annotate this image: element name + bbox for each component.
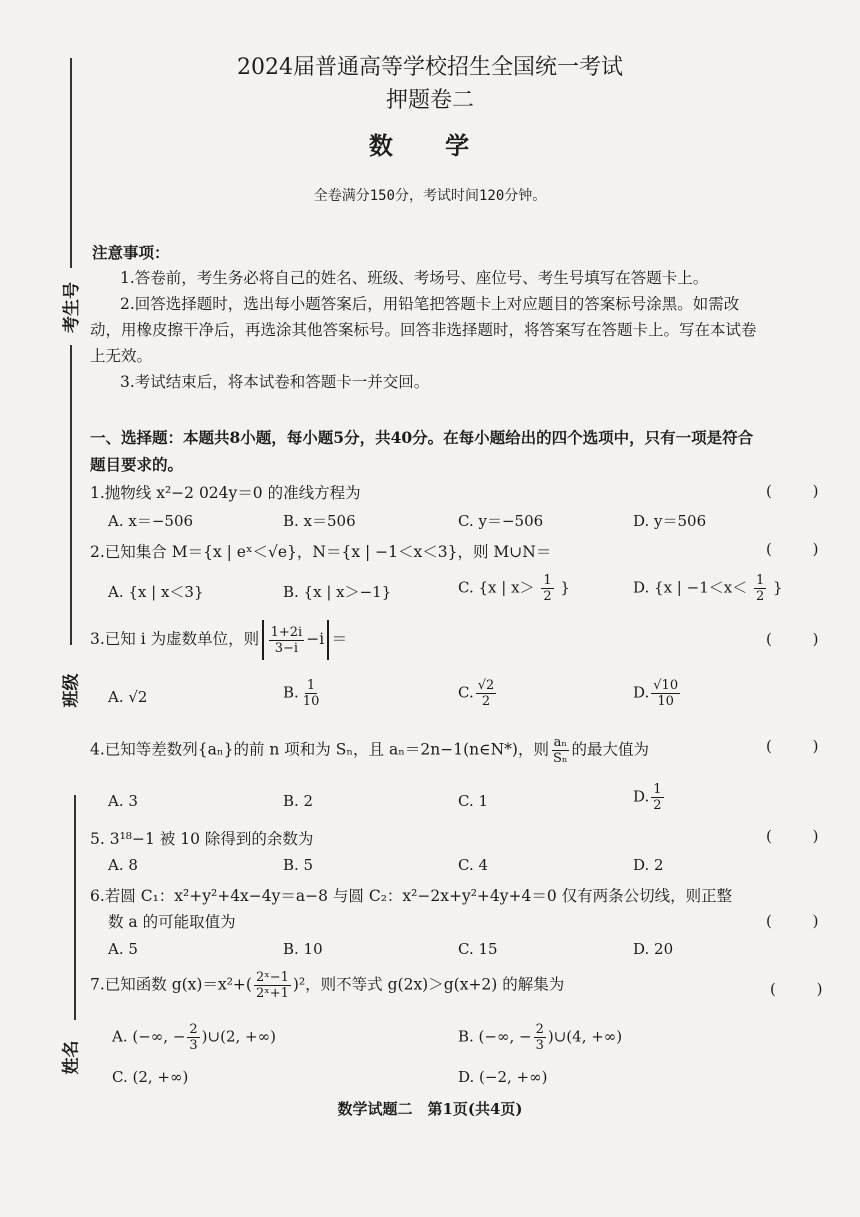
q5-option-b: B. 5 bbox=[283, 856, 314, 874]
score-info: 全卷满分150分，考试时间120分钟。 bbox=[313, 188, 547, 204]
question-6: 6.若圆 C₁：x²+y²+4x−4y＝a−8 与圆 C₂：x²−2x+y²+4y+4＝0 仅有两条公切线，则正整 bbox=[90, 887, 733, 905]
q6-option-d: D. 20 bbox=[633, 940, 674, 958]
q2-c-fraction: $\frac{1}{2}$ bbox=[543, 573, 552, 604]
name-label: 姓名 bbox=[61, 1040, 82, 1075]
question-4 bbox=[90, 735, 649, 766]
q3-option-d: D. $\frac{√10}{10}$ bbox=[633, 678, 679, 709]
q4-option-a: A. 3 bbox=[108, 792, 138, 810]
q6-option-b: B. 10 bbox=[283, 940, 323, 958]
q2-c-text: C. {x | x＞ bbox=[458, 578, 535, 597]
class-label: 班级 bbox=[61, 673, 82, 708]
q7-stem-end: )²，则不等式 g(2x)＞g(x+2) 的解集为 bbox=[292, 975, 565, 994]
answer-blank-2: ( ) bbox=[766, 540, 837, 558]
margin-line-bottom bbox=[74, 795, 76, 1020]
q4-stem: 4.已知等差数列{aₙ}的前 n 项和为 Sₙ，且 aₙ＝2n−1(n∈N*)，则 bbox=[90, 740, 549, 759]
margin-line-middle bbox=[70, 345, 72, 645]
q5-option-a: A. 8 bbox=[108, 856, 138, 874]
question-5: 5. 3¹⁸−1 被 10 除得到的余数为 bbox=[90, 830, 314, 848]
q7-option-b: B. (−∞, − $\frac{2}{3}$ )∪(4, +∞) bbox=[458, 1022, 623, 1053]
notice-heading: 注意事项： bbox=[92, 243, 170, 262]
subject-title: 数 学 bbox=[368, 131, 492, 160]
section-heading: 一、选择题：本题共8小题，每小题5分，共40分。在每小题给出的四个选项中，只有一项是符合 bbox=[90, 428, 754, 447]
q4-fraction: $\frac{\text{aₙ}}{\text{Sₙ}}$ bbox=[552, 735, 568, 766]
q3-stem: 3.已知 i 为虚数单位，则 bbox=[90, 630, 260, 648]
q4-option-c: C. 1 bbox=[458, 792, 489, 810]
exam-number-label: 考生号 bbox=[62, 282, 82, 333]
notice-item-2b: 动，用橡皮擦干净后，再选涂其他答案标号。回答非选择题时，将答案写在答题卡上。写在本试卷 bbox=[90, 321, 757, 339]
q7-fraction: $\frac{\text{2ˣ−1}}{\text{2ˣ+1}}$ bbox=[255, 970, 289, 1001]
answer-blank-7: ( ) bbox=[770, 980, 841, 998]
q4-option-d: D. $\frac{1}{2}$ bbox=[633, 782, 662, 813]
question-6-cont: 数 a 的可能取值为 bbox=[108, 913, 236, 931]
q7-stem: 7.已知函数 g(x)＝x²+( bbox=[90, 975, 252, 994]
question-1: 1.抛物线 x²−2 024y＝0 的准线方程为 bbox=[90, 484, 361, 502]
q3-option-b: B. $\frac{1}{10}$ bbox=[283, 678, 320, 709]
q2-d-fraction: $\frac{1}{2}$ bbox=[755, 573, 765, 604]
answer-blank-1: ( ) bbox=[766, 482, 837, 500]
q2-option-a: A. {x | x＜3} bbox=[108, 583, 204, 601]
q2-option-d bbox=[633, 573, 783, 604]
q2-option-b: B. {x | x＞−1} bbox=[283, 583, 392, 601]
page-footer: 数学试题二 第1页(共4页) bbox=[337, 1100, 523, 1118]
q7-option-d: D. (−2, +∞) bbox=[458, 1068, 548, 1086]
abs-bar-left bbox=[262, 620, 264, 660]
answer-blank-4: ( ) bbox=[766, 737, 837, 755]
question-3 bbox=[90, 620, 347, 660]
q2-d-close: } bbox=[773, 578, 783, 597]
answer-blank-6: ( ) bbox=[766, 912, 837, 930]
q3-fraction: $\frac{1+2i}{3-i}$ bbox=[270, 624, 303, 656]
q1-option-b: B. x＝506 bbox=[283, 512, 356, 530]
q4-option-b: B. 2 bbox=[283, 792, 314, 810]
q7-option-c: C. (2, +∞) bbox=[112, 1068, 189, 1086]
q3-option-c: C. $\frac{√2}{2}$ bbox=[458, 678, 495, 709]
q5-option-d: D. 2 bbox=[633, 856, 664, 874]
q1-option-c: C. y＝−506 bbox=[458, 512, 544, 530]
q4-stem-end: 的最大值为 bbox=[571, 740, 650, 759]
question-7 bbox=[90, 970, 564, 1001]
q1-option-a: A. x＝−506 bbox=[108, 512, 194, 530]
abs-bar-right bbox=[327, 620, 329, 660]
exam-title: 2024届普通高等学校招生全国统一考试 bbox=[237, 55, 623, 80]
q2-option-c bbox=[458, 573, 570, 604]
q6-option-c: C. 15 bbox=[458, 940, 498, 958]
section-heading-2: 题目要求的。 bbox=[90, 455, 184, 474]
q5-option-c: C. 4 bbox=[458, 856, 489, 874]
q1-option-d: D. y＝506 bbox=[633, 512, 707, 530]
q2-c-close: } bbox=[560, 578, 570, 597]
notice-item-2a: 2.回答选择题时，选出每小题答案后，用铅笔把答题卡上对应题目的答案标号涂黑。如需改 bbox=[120, 295, 740, 313]
notice-item-3: 3.考试结束后，将本试卷和答题卡一并交回。 bbox=[120, 373, 430, 391]
notice-item-2c: 上无效。 bbox=[90, 347, 153, 365]
paper-subtitle: 押题卷二 bbox=[385, 88, 474, 113]
notice-item-1: 1.答卷前，考生务必将自己的姓名、班级、考场号、座位号、考生号填写在答题卡上。 bbox=[120, 269, 709, 287]
q6-option-a: A. 5 bbox=[108, 940, 138, 958]
q2-d-text: D. {x | −1＜x＜ bbox=[633, 578, 748, 597]
q3-minus-i: −i bbox=[306, 630, 325, 648]
q3-option-a: A. √2 bbox=[108, 688, 148, 706]
q3-equals: ＝ bbox=[331, 630, 348, 648]
answer-blank-5: ( ) bbox=[766, 827, 837, 845]
answer-blank-3: ( ) bbox=[766, 630, 837, 648]
q7-option-a: A. (−∞, − $\frac{2}{3}$ )∪(2, +∞) bbox=[112, 1022, 276, 1053]
question-2: 2.已知集合 M＝{x | eˣ＜√e}，N＝{x | −1＜x＜3}，则 M∪N＝ bbox=[90, 543, 552, 561]
